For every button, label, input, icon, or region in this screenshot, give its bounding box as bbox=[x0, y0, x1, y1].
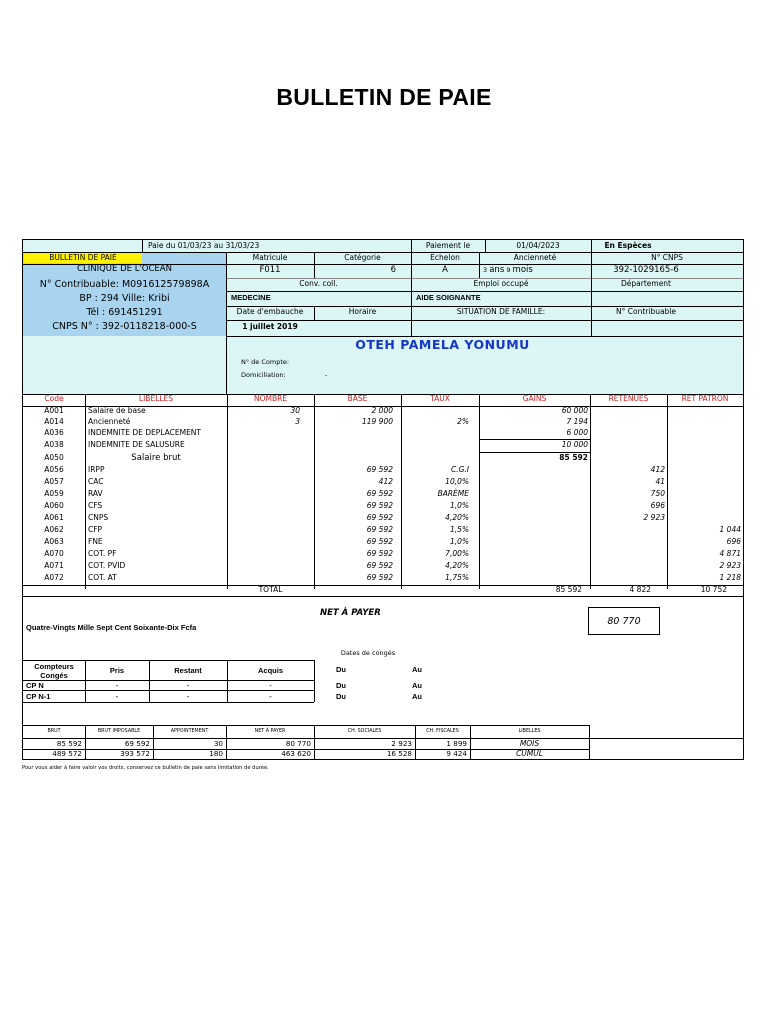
col-categorie: Catégorie bbox=[344, 253, 381, 262]
employer-address: BP : 294 Ville: Kribi bbox=[79, 293, 170, 304]
row-code: A059 bbox=[44, 489, 64, 498]
summary-header: BRUT IMPOSABLE bbox=[97, 729, 141, 734]
summary-cell: 489 572 bbox=[52, 749, 82, 758]
summary-divider bbox=[589, 725, 590, 759]
col-header-gains: GAINS bbox=[522, 394, 547, 403]
total-label: TOTAL bbox=[258, 585, 283, 594]
table-column-divider bbox=[85, 394, 86, 589]
row-nombre: 30 bbox=[290, 406, 300, 415]
leave-header-au: Au bbox=[412, 665, 422, 674]
net-amount: 80 770 bbox=[607, 616, 641, 627]
embauche-value: 1 juillet 2019 bbox=[242, 322, 298, 331]
row-libelle: CFS bbox=[88, 501, 103, 510]
row-base: 69 592 bbox=[366, 537, 393, 546]
row-retenues: 412 bbox=[650, 465, 665, 474]
total-gains: 85 592 bbox=[555, 585, 582, 594]
matricule-value: F011 bbox=[259, 265, 281, 275]
summary-header: CH. SOCIALES bbox=[347, 729, 382, 734]
domiciliation-value: - bbox=[325, 371, 328, 379]
row-taux: 10,0% bbox=[445, 477, 469, 486]
row-ret-patron: 1 218 bbox=[719, 573, 741, 582]
summary-cell: 30 bbox=[213, 739, 223, 748]
row-retenues: 750 bbox=[650, 489, 665, 498]
pay-period: Paie du 01/03/23 au 31/03/23 bbox=[148, 241, 260, 250]
departement-label: Département bbox=[621, 279, 671, 288]
row-libelle: CFP bbox=[88, 525, 103, 534]
row-code: A056 bbox=[44, 465, 64, 474]
row-base: 69 592 bbox=[366, 489, 393, 498]
row-code: A057 bbox=[44, 477, 64, 486]
leave-header-du: Du bbox=[336, 665, 346, 674]
row-libelle: CAC bbox=[88, 477, 104, 486]
leave-header-restant: Restant bbox=[174, 666, 202, 675]
row-gains: 7 194 bbox=[566, 417, 588, 426]
row-code: A060 bbox=[44, 501, 64, 510]
row-code: A050 bbox=[44, 453, 64, 462]
row-base: 119 900 bbox=[361, 417, 393, 426]
row-ret-patron: 696 bbox=[726, 537, 741, 546]
leave-row-au: Au bbox=[412, 692, 422, 701]
row-retenues: 41 bbox=[655, 477, 665, 486]
row-libelle: COT. PF bbox=[88, 549, 117, 558]
row-taux: C.G.I bbox=[450, 465, 469, 474]
col-header-taux: TAUX bbox=[430, 394, 450, 403]
row-taux: 2% bbox=[457, 417, 469, 426]
emploi-label: Emploi occupé bbox=[473, 279, 529, 288]
row-gains: 10 000 bbox=[561, 440, 588, 449]
total-bottom-line bbox=[23, 596, 743, 597]
row-libelle: COT. PVID bbox=[88, 561, 126, 570]
leave-header-acquis: Acquis bbox=[257, 666, 283, 675]
summary-cell: 2 923 bbox=[391, 739, 412, 748]
leave-line bbox=[23, 660, 314, 661]
summary-cell: 16 528 bbox=[386, 749, 412, 758]
leave-header-compteurs: Compteurs Congés bbox=[34, 662, 74, 680]
row-code: A072 bbox=[44, 573, 64, 582]
col-header-retenues: RETENUES bbox=[608, 394, 649, 403]
row-code: A063 bbox=[44, 537, 64, 546]
row-code: A001 bbox=[44, 406, 64, 415]
emploi-value: AIDE SOIGNANTE bbox=[416, 293, 481, 302]
row-code: A014 bbox=[44, 417, 64, 426]
payslip-badge: BULLETIN DE PAIE bbox=[49, 253, 117, 262]
leave-row-restant: - bbox=[186, 681, 190, 690]
total-ret-patron: 10 752 bbox=[700, 585, 727, 594]
conges-title: Dates de congés bbox=[340, 649, 396, 657]
row-libelle: CNPS bbox=[88, 513, 109, 522]
anciennete-value: 3 ans 9 mois bbox=[483, 265, 533, 275]
employer-tel: Tél : 691451291 bbox=[86, 307, 163, 318]
summary-cell: 463 620 bbox=[281, 749, 311, 758]
echelon-value: A bbox=[442, 265, 448, 275]
row-ret-patron: 2 923 bbox=[719, 561, 741, 570]
summary-line bbox=[23, 759, 743, 760]
employer-name: CLINIQUE DE L'OCEAN bbox=[77, 264, 172, 274]
leave-header-pris: Pris bbox=[109, 666, 125, 675]
summary-cell: 80 770 bbox=[285, 739, 311, 748]
leave-row-au: Au bbox=[412, 681, 422, 690]
payment-mode: En Espèces bbox=[604, 241, 652, 250]
row-base: 69 592 bbox=[366, 513, 393, 522]
table-column-divider bbox=[667, 394, 668, 589]
categorie-value: 6 bbox=[390, 265, 396, 275]
row-taux: 4,20% bbox=[445, 513, 469, 522]
conv-label: Conv. coll. bbox=[299, 279, 338, 288]
row-taux: 1,0% bbox=[449, 501, 469, 510]
leave-row-du: Du bbox=[336, 681, 346, 690]
payslip-sheet bbox=[22, 239, 744, 760]
row-base: 69 592 bbox=[366, 561, 393, 570]
summary-line bbox=[23, 725, 589, 726]
row-gains: 60 000 bbox=[561, 406, 588, 415]
summary-cell: 85 592 bbox=[56, 739, 82, 748]
leave-row-du: Du bbox=[336, 692, 346, 701]
leave-row-acquis: - bbox=[269, 692, 272, 701]
row-code: A062 bbox=[44, 525, 64, 534]
footer-note: Pour vous aider à faire valoir vos droits, conservez ce bulletin de paie sans limitation de durée. bbox=[22, 765, 269, 771]
summary-header: LIBELLES bbox=[518, 729, 541, 734]
row-retenues: 696 bbox=[650, 501, 665, 510]
row-libelle: INDEMNITE DE SALUSURE bbox=[88, 440, 185, 449]
row-libelle: COT. AT bbox=[88, 573, 117, 582]
net-amount-box bbox=[588, 607, 660, 635]
employer-contribuable: N° Contribuable: M091612579898A bbox=[39, 279, 210, 290]
leave-divider bbox=[314, 660, 315, 702]
row-base: 69 592 bbox=[366, 525, 393, 534]
row-code: A036 bbox=[44, 428, 64, 437]
row-base: 412 bbox=[378, 477, 393, 486]
row-base: 69 592 bbox=[366, 573, 393, 582]
horaire-label: Horaire bbox=[348, 307, 377, 316]
row-libelle: IRPP bbox=[88, 465, 105, 474]
leave-row-label: CP N-1 bbox=[26, 692, 51, 701]
summary-cell: MOIS bbox=[519, 739, 540, 748]
col-header-code: Code bbox=[44, 394, 64, 403]
summary-header: APPOINTEMENT bbox=[170, 729, 209, 734]
employer-cnps: CNPS N° : 392-0118218-000-S bbox=[52, 321, 197, 332]
gains-subtotal-line bbox=[479, 452, 590, 453]
row-taux: BARÈME bbox=[437, 489, 469, 498]
leave-row-acquis: - bbox=[269, 681, 272, 690]
payment-label: Paiement le bbox=[425, 241, 471, 250]
contribuable-label: N° Contribuable bbox=[616, 307, 676, 316]
summary-header: CH. FISCALES bbox=[426, 729, 459, 734]
row-code: A070 bbox=[44, 549, 64, 558]
net-amount-words: Quatre-Vingts Mille Sept Cent Soixante-Dix Fcfa bbox=[26, 623, 197, 632]
row-libelle: RAV bbox=[88, 489, 103, 498]
row-base: 69 592 bbox=[366, 501, 393, 510]
summary-cell: 180 bbox=[209, 749, 223, 758]
situation-label: SITUATION DE FAMILLE: bbox=[456, 307, 546, 316]
row-base: 69 592 bbox=[366, 465, 393, 474]
leave-row-restant: - bbox=[186, 692, 190, 701]
row-code: A061 bbox=[44, 513, 64, 522]
col-header-libelles: LIBELLES bbox=[138, 394, 174, 403]
embauche-label: Date d'embauche bbox=[236, 307, 304, 316]
cnps-value: 392-1029165-6 bbox=[613, 265, 679, 275]
summary-header: NET À PAYER bbox=[254, 729, 286, 734]
summary-header: BRUT bbox=[47, 729, 61, 734]
leave-line bbox=[23, 690, 314, 691]
row-taux: 4,20% bbox=[445, 561, 469, 570]
col-anciennete: Ancienneté bbox=[513, 253, 557, 262]
row-libelle: FNE bbox=[88, 537, 103, 546]
employee-name: OTEH PAMELA YONUMU bbox=[355, 337, 530, 352]
summary-cell: 69 592 bbox=[124, 739, 150, 748]
payment-date: 01/04/2023 bbox=[516, 241, 560, 250]
row-libelle: Salaire de base bbox=[88, 406, 146, 415]
gains-subtotal-line bbox=[479, 439, 590, 440]
col-header-nombre: NOMBRE bbox=[253, 394, 288, 403]
summary-cell: CUMUL bbox=[516, 749, 543, 758]
net-label: NET À PAYER bbox=[320, 608, 381, 618]
col-echelon: Echelon bbox=[430, 253, 460, 262]
summary-cell: 1 899 bbox=[446, 739, 467, 748]
compte-label: N° de Compte: bbox=[241, 358, 290, 366]
leave-row-pris: - bbox=[115, 681, 119, 690]
row-taux: 7,00% bbox=[445, 549, 469, 558]
row-taux: 1,75% bbox=[445, 573, 469, 582]
row-taux: 1,0% bbox=[449, 537, 469, 546]
row-nombre: 3 bbox=[295, 417, 300, 426]
col-cnps: N° CNPS bbox=[651, 253, 683, 262]
row-ret-patron: 1 044 bbox=[719, 525, 741, 534]
conv-value: MEDECINE bbox=[231, 293, 271, 302]
row-code: A038 bbox=[44, 440, 64, 449]
row-code: A071 bbox=[44, 561, 64, 570]
col-header-base: BASE bbox=[347, 394, 368, 403]
summary-cell: 9 424 bbox=[446, 749, 467, 758]
leave-row-pris: - bbox=[115, 692, 119, 701]
row-gains: 85 592 bbox=[559, 453, 588, 462]
row-base: 69 592 bbox=[366, 549, 393, 558]
row-libelle: Salaire brut bbox=[131, 453, 181, 463]
row-libelle: Ancienneté bbox=[88, 417, 131, 426]
summary-cell: 393 572 bbox=[120, 749, 150, 758]
leave-row-label: CP N bbox=[26, 681, 44, 690]
domiciliation-label: Domiciliation: bbox=[241, 371, 286, 379]
col-matricule: Matricule bbox=[252, 253, 288, 262]
col-header-ret-patron: RET PATRON bbox=[681, 394, 729, 403]
row-libelle: INDEMNITE DE DEPLACEMENT bbox=[88, 428, 201, 437]
row-gains: 6 000 bbox=[566, 428, 588, 437]
leave-line bbox=[23, 702, 314, 703]
row-base: 2 000 bbox=[371, 406, 393, 415]
row-taux: 1,5% bbox=[449, 525, 469, 534]
row-ret-patron: 4 871 bbox=[719, 549, 741, 558]
page-title: BULLETIN DE PAIE bbox=[276, 84, 492, 110]
total-retenues: 4 822 bbox=[629, 585, 651, 594]
row-retenues: 2 923 bbox=[643, 513, 665, 522]
